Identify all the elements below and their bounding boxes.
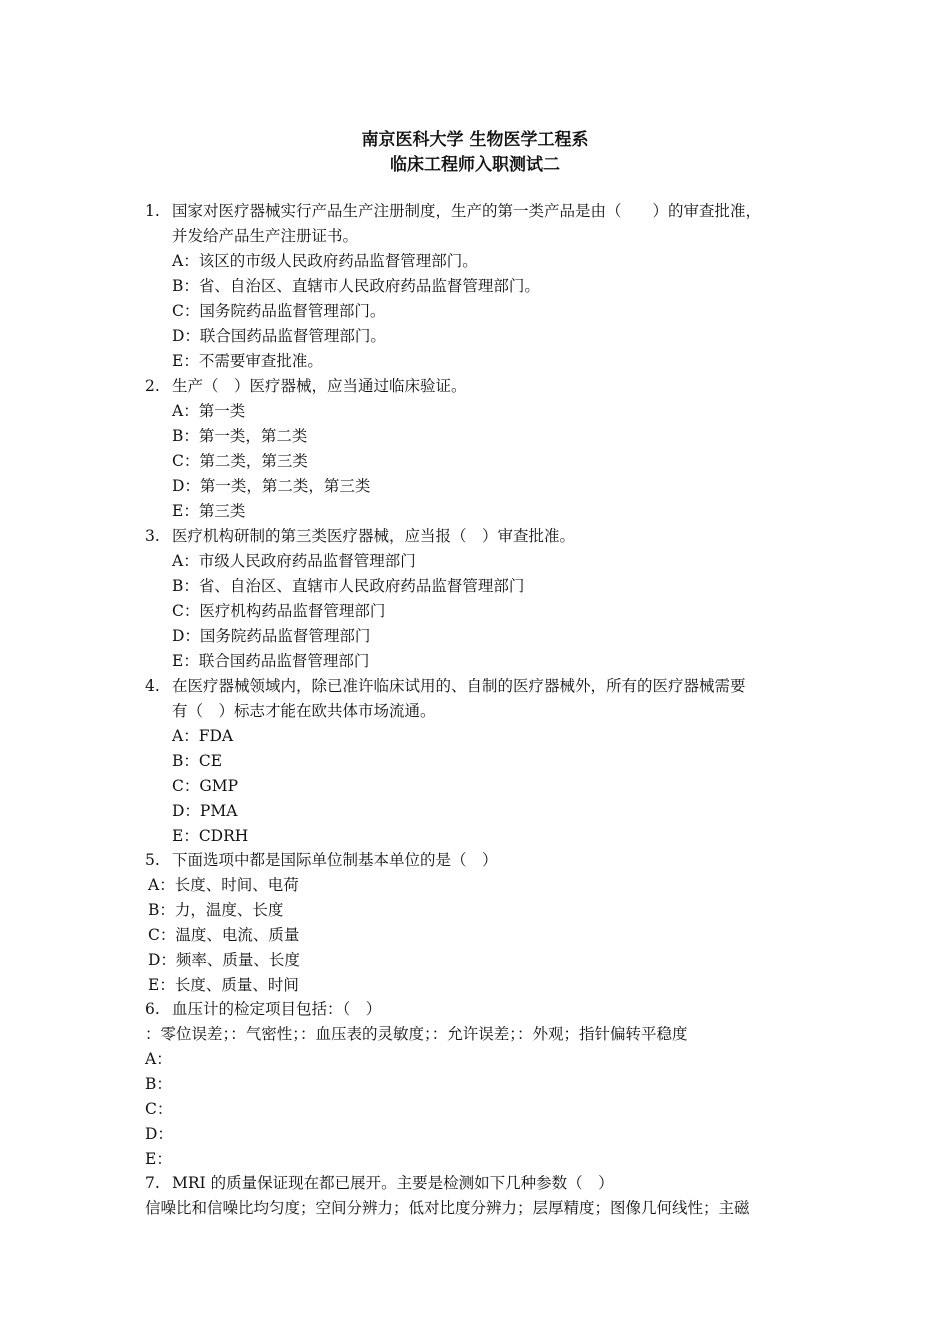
- question-stem: 下面选项中都是国际单位制基本单位的是（ ）: [172, 851, 498, 869]
- option-c: C：医疗机构药品监督管理部门: [172, 602, 386, 620]
- option-a: A：: [145, 1050, 172, 1068]
- document-subtitle: 临床工程师入职测试二: [390, 155, 560, 175]
- option-d: D：PMA: [172, 802, 238, 820]
- option-d: D：: [145, 1125, 173, 1143]
- question-number: 7.: [145, 1174, 160, 1192]
- option-b: B：CE: [172, 752, 223, 770]
- option-d: D：第一类，第二类，第三类: [172, 477, 371, 495]
- question-stem: 生产（ ）医疗器械，应当通过临床验证。: [172, 377, 467, 395]
- question-number: 4.: [145, 677, 160, 695]
- option-a: A：第一类: [172, 402, 246, 420]
- option-e: E：长度、质量、时间: [148, 976, 299, 994]
- option-c: C：国务院药品监督管理部门。: [172, 302, 386, 320]
- option-b: B：力，温度、长度: [148, 901, 284, 919]
- option-e: E：: [145, 1150, 172, 1168]
- option-a: A：FDA: [172, 727, 234, 745]
- question-number: 5.: [145, 851, 160, 869]
- option-b: B：第一类，第二类: [172, 427, 308, 445]
- question-number: 2.: [145, 377, 160, 395]
- question-items: ：零位误差；：气密性；：血压表的灵敏度；：允许误差；：外观；指针偏转平稳度: [145, 1025, 688, 1043]
- question-stem: MRI 的质量保证现在都已展开。主要是检测如下几种参数（ ）: [172, 1174, 614, 1192]
- option-a: A：该区的市级人民政府药品监督管理部门。: [172, 252, 478, 270]
- option-d: D：国务院药品监督管理部门: [172, 627, 371, 645]
- option-b: B：省、自治区、直辖市人民政府药品监督管理部门: [172, 577, 525, 595]
- question-stem: 并发给产品生产注册证书。: [172, 227, 359, 245]
- option-d: D：联合国药品监督管理部门。: [172, 327, 386, 345]
- question-number: 3.: [145, 527, 160, 545]
- document-title: 南京医科大学 生物医学工程系: [361, 130, 589, 150]
- option-e: E：不需要审查批准。: [172, 352, 323, 370]
- option-c: C：第二类，第三类: [172, 452, 308, 470]
- question-number: 1.: [145, 202, 160, 220]
- option-c: C：温度、电流、质量: [148, 926, 300, 944]
- option-b: B：省、自治区、直辖市人民政府药品监督管理部门。: [172, 277, 540, 295]
- option-b: B：: [145, 1075, 172, 1093]
- question-stem: 在医疗器械领域内，除已准许临床试用的、自制的医疗器械外，所有的医疗器械需要: [172, 677, 746, 695]
- question-stem: 血压计的检定项目包括：（ ）: [172, 1000, 382, 1018]
- option-e: E：CDRH: [172, 827, 249, 845]
- option-c: C：GMP: [172, 777, 239, 795]
- question-stem: 国家对医疗器械实行产品生产注册制度，生产的第一类产品是由（ ）的审查批准，: [172, 202, 762, 220]
- question-items: 信噪比和信噪比均匀度；空间分辨力；低对比度分辨力；层厚精度；图像几何线性；主磁: [145, 1199, 750, 1217]
- option-a: A：长度、时间、电荷: [148, 876, 299, 894]
- option-a: A：市级人民政府药品监督管理部门: [172, 552, 416, 570]
- option-d: D：频率、质量、长度: [148, 951, 300, 969]
- question-stem: 有（ ）标志才能在欧共体市场流通。: [172, 702, 436, 720]
- option-c: C：: [145, 1100, 173, 1118]
- question-stem: 医疗机构研制的第三类医疗器械，应当报（ ）审查批准。: [172, 527, 576, 545]
- question-number: 6.: [145, 1000, 160, 1018]
- option-e: E：第三类: [172, 502, 246, 520]
- option-e: E：联合国药品监督管理部门: [172, 652, 370, 670]
